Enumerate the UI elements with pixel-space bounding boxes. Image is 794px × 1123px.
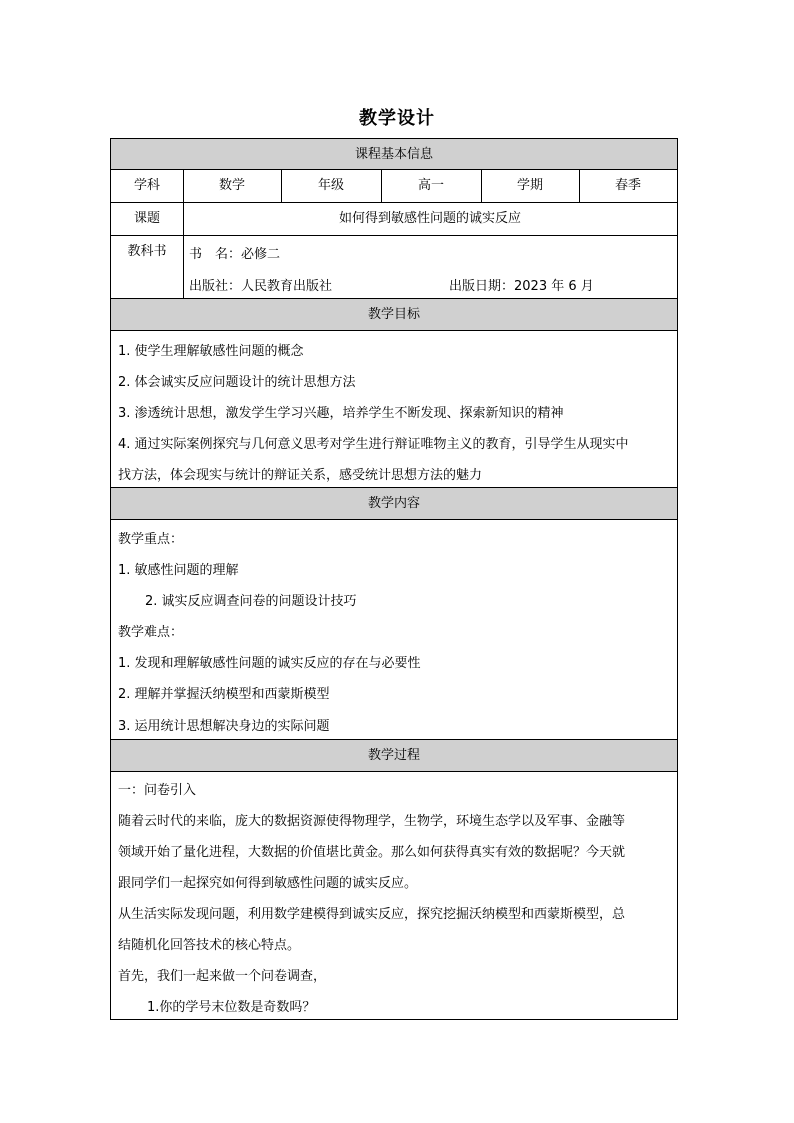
difficult-point-item: 1. 发现和理解敏感性问题的诚实反应的存在与必要性 bbox=[118, 656, 421, 671]
textbook-name: 书 名：必修二 bbox=[189, 247, 281, 262]
divider bbox=[579, 170, 580, 202]
key-points-label: 教学重点： bbox=[118, 532, 184, 547]
key-point-item: 2. 诚实反应调查问卷的问题设计技巧 bbox=[145, 594, 357, 609]
process-line: 跟同学们一起探究如何得到敏感性问题的诚实反应。 bbox=[118, 876, 418, 891]
topic-label: 课题 bbox=[133, 211, 160, 226]
objective-item: 4. 通过实际案例探究与几何意义思考对学生进行辩证唯物主义的教育，引导学生从现实中 bbox=[118, 437, 629, 452]
divider bbox=[111, 235, 677, 236]
process-line: 结随机化回答技术的核心特点。 bbox=[118, 938, 301, 953]
process-line: 随着云时代的来临，庞大的数据资源使得物理学，生物学，环境生态学以及军事、金融等 bbox=[118, 814, 626, 829]
process-line: 领域开始了量化进程，大数据的价值堪比黄金。那么如何获得真实有效的数据呢？今天就 bbox=[118, 845, 626, 860]
objective-item: 3. 渗透统计思想，激发学生学习兴趣，培养学生不断发现、探索新知识的精神 bbox=[118, 406, 564, 421]
textbook-publisher: 出版社：人民教育出版社 bbox=[189, 279, 333, 294]
textbook-label: 教科书 bbox=[127, 244, 167, 259]
survey-question: 1.你的学号末位数是奇数吗？ bbox=[147, 1000, 316, 1015]
process-header: 教学过程 bbox=[111, 739, 677, 772]
divider bbox=[381, 170, 382, 202]
subject-value: 数学 bbox=[218, 178, 245, 193]
key-point-item: 1. 敏感性问题的理解 bbox=[118, 563, 239, 578]
basic-info-header: 课程基本信息 bbox=[111, 139, 677, 170]
difficult-point-item: 3. 运用统计思想解决身边的实际问题 bbox=[118, 719, 330, 734]
divider bbox=[281, 170, 282, 202]
term-label: 学期 bbox=[516, 178, 543, 193]
textbook-publish-date: 出版日期：2023 年 6 月 bbox=[449, 279, 594, 294]
document-title: 教学设计 bbox=[359, 108, 435, 129]
process-line: 首先，我们一起来做一个问卷调查， bbox=[118, 969, 327, 984]
grade-label: 年级 bbox=[317, 178, 344, 193]
lesson-plan-table bbox=[110, 138, 678, 1020]
process-line: 一：问卷引入 bbox=[118, 783, 197, 798]
objective-item: 2. 体会诚实反应问题设计的统计思想方法 bbox=[118, 375, 356, 390]
objectives-header: 教学目标 bbox=[111, 298, 677, 331]
process-line: 从生活实际发现问题，利用数学建模得到诚实反应，探究挖掘沃纳模型和西蒙斯模型，总 bbox=[118, 907, 626, 922]
divider bbox=[183, 170, 184, 298]
subject-label: 学科 bbox=[133, 178, 160, 193]
term-value: 春季 bbox=[614, 178, 641, 193]
topic-value: 如何得到敏感性问题的诚实反应 bbox=[338, 211, 521, 226]
grade-value: 高一 bbox=[417, 178, 444, 193]
difficult-points-label: 教学难点： bbox=[118, 625, 184, 640]
objective-item: 找方法，体会现实与统计的辩证关系，感受统计思想方法的魅力 bbox=[118, 468, 483, 483]
content-header: 教学内容 bbox=[111, 487, 677, 520]
difficult-point-item: 2. 理解并掌握沃纳模型和西蒙斯模型 bbox=[118, 687, 330, 702]
divider bbox=[481, 170, 482, 202]
objective-item: 1. 使学生理解敏感性问题的概念 bbox=[118, 344, 304, 359]
